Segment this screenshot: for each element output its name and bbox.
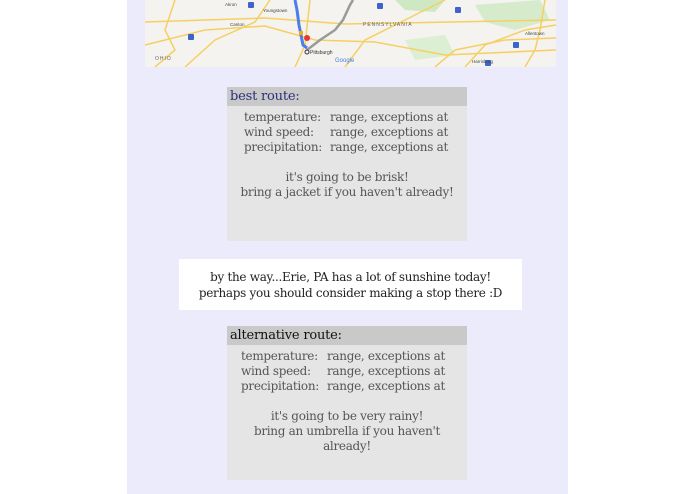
- svg-text:PENNSYLVANIA: PENNSYLVANIA: [363, 22, 413, 28]
- precipitation-row: [244, 140, 467, 155]
- temperature-row: [244, 110, 467, 125]
- temperature-label: temperature:: [241, 349, 318, 363]
- wind-speed-label: wind speed:: [241, 364, 311, 378]
- best-route-card: [227, 87, 467, 241]
- advice-line: bring a jacket if you haven't already!: [240, 185, 454, 199]
- precipitation-value: range, exceptions at: [330, 140, 448, 154]
- precipitation-label: precipitation:: [244, 140, 323, 154]
- content-panel: [127, 0, 568, 494]
- wind-speed-row: [244, 125, 467, 140]
- svg-text:Canton: Canton: [230, 22, 245, 27]
- precipitation-label: precipitation:: [241, 379, 320, 393]
- svg-text:Akron: Akron: [225, 2, 237, 7]
- route-map[interactable]: [145, 0, 556, 67]
- temperature-value: range, exceptions at: [327, 349, 445, 363]
- alternative-route-card: [227, 326, 467, 480]
- alternative-route-title: alternative route:: [227, 326, 467, 345]
- temperature-label: temperature:: [244, 110, 321, 124]
- wind-speed-value: range, exceptions at: [327, 364, 445, 378]
- precipitation-value: range, exceptions at: [327, 379, 445, 393]
- best-route-advice: [227, 170, 467, 200]
- wind-speed-value: range, exceptions at: [330, 125, 448, 139]
- stopover-suggestion: [179, 259, 522, 310]
- suggestion-line: by the way...Erie, PA has a lot of sunshine today!: [210, 270, 491, 284]
- svg-text:Allentown: Allentown: [525, 31, 545, 36]
- svg-text:Google: Google: [335, 58, 355, 64]
- advice-line: it's going to be very rainy!: [270, 409, 424, 423]
- svg-text:OHIO: OHIO: [155, 56, 172, 62]
- precipitation-row: [241, 379, 467, 394]
- alternative-route-advice: [227, 409, 467, 454]
- suggestion-line: perhaps you should consider making a stop there :D: [198, 286, 503, 300]
- advice-line: it's going to be brisk!: [285, 170, 409, 184]
- svg-text:Harrisburg: Harrisburg: [472, 59, 494, 64]
- advice-line: bring an umbrella if you haven't: [253, 424, 441, 438]
- map-graphic: [145, 0, 556, 67]
- advice-line: already!: [323, 439, 371, 453]
- best-route-title: best route:: [227, 87, 467, 106]
- svg-text:Youngstown: Youngstown: [263, 8, 288, 13]
- temperature-row: [241, 349, 467, 364]
- svg-text:Pittsburgh: Pittsburgh: [310, 50, 333, 56]
- temperature-value: range, exceptions at: [330, 110, 448, 124]
- wind-speed-label: wind speed:: [244, 125, 314, 139]
- wind-speed-row: [241, 364, 467, 379]
